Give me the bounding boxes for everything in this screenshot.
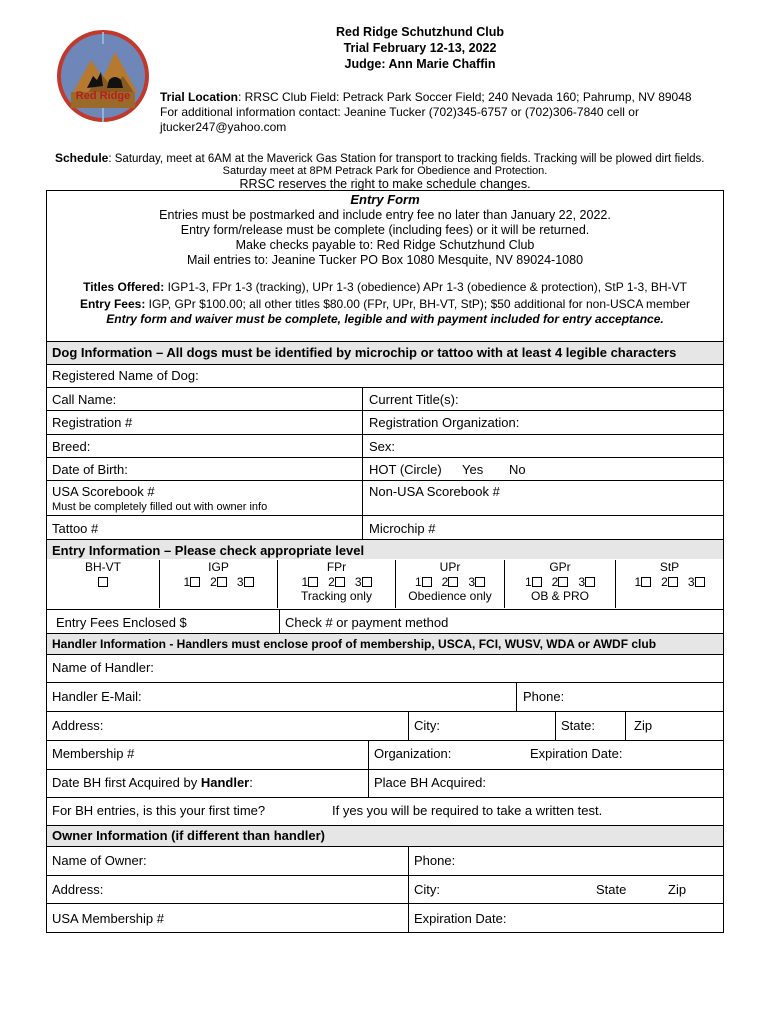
handler-zip-field[interactable]: Zip [634, 718, 653, 733]
handler-expiration-field[interactable]: Expiration Date: [530, 746, 623, 761]
owner-usa-membership-field[interactable]: USA Membership # [52, 911, 164, 926]
checkbox-igp-3[interactable] [244, 577, 254, 587]
owner-zip-field[interactable]: Zip [668, 882, 687, 897]
hot-no-option[interactable]: No [509, 462, 526, 477]
bh-place-field[interactable]: Place BH Acquired: [374, 775, 487, 790]
owner-state-field[interactable]: State [596, 882, 627, 897]
judge-name: Judge: Ann Marie Chaffin [344, 57, 496, 71]
level-name: StP [659, 560, 680, 574]
call-name-field[interactable]: Call Name: [52, 392, 117, 407]
tattoo-field[interactable]: Tattoo # [52, 521, 99, 536]
level-name: FPr [326, 560, 347, 574]
handler-organization-field[interactable]: Organization: [374, 746, 452, 761]
level-name: UPr [439, 560, 461, 574]
checkbox-igp-1[interactable] [190, 577, 200, 587]
handler-email-field[interactable]: Handler E-Mail: [52, 689, 142, 704]
level-fpr: FPr 1 2 3 Tracking only [278, 560, 395, 603]
usa-scorebook-field[interactable]: USA Scorebook # [52, 484, 155, 499]
checkbox-fpr-3[interactable] [362, 577, 372, 587]
dog-info-header: Dog Information – All dogs must be identified by microchip or tattoo with at least 4 legible characters [52, 345, 677, 360]
entry-form-title: Entry Form [350, 192, 420, 207]
schedule-line: Schedule: Saturday, meet at 6AM at the Maverick Gas Station for transport to tracking fields. Tracking will be plowed dirt fields. [55, 151, 705, 165]
logo-text: Red Ridge [75, 90, 131, 102]
checkbox-upr-2[interactable] [448, 577, 458, 587]
contact-line: For additional information contact: Jeanine Tucker (702)345-6757 or (702)306-7840 cell or [160, 105, 639, 119]
registration-org-field[interactable]: Registration Organization: [369, 415, 520, 430]
bh-written-test-note: If yes you will be required to take a written test. [332, 803, 603, 818]
level-gpr: GPr 1 2 3 OB & PRO [505, 560, 615, 603]
microchip-field[interactable]: Microchip # [369, 521, 436, 536]
scorebook-note: Must be completely filled out with owner info [52, 501, 268, 513]
owner-info-header: Owner Information (if different than handler) [52, 828, 325, 843]
checkbox-gpr-2[interactable] [558, 577, 568, 587]
level-igp: IGP 1 2 3 [160, 560, 277, 589]
checkbox-fpr-2[interactable] [335, 577, 345, 587]
breed-field[interactable]: Breed: [52, 439, 91, 454]
entry-rule-3: Make checks payable to: Red Ridge Schutzhund Club [235, 238, 535, 252]
hot-label: HOT (Circle) [369, 462, 442, 477]
checkbox-igp-2[interactable] [217, 577, 227, 587]
level-sub: Tracking only [301, 589, 372, 603]
checkbox-fpr-1[interactable] [308, 577, 318, 587]
non-usa-scorebook-field[interactable]: Non-USA Scorebook # [369, 484, 500, 499]
level-name: IGP [208, 560, 229, 574]
current-titles-field[interactable]: Current Title(s): [369, 392, 459, 407]
owner-phone-field[interactable]: Phone: [414, 853, 456, 868]
entry-rule-2: Entry form/release must be complete (including fees) or it will be returned. [180, 223, 590, 237]
handler-phone-field[interactable]: Phone: [523, 689, 565, 704]
contact-email: jtucker247@yahoo.com [160, 120, 287, 134]
handler-city-field[interactable]: City: [414, 718, 440, 733]
checkbox-gpr-3[interactable] [585, 577, 595, 587]
schedule-line-2: Saturday meet at 8PM Petrack Park for Obedience and Protection. [222, 165, 548, 177]
hot-yes-option[interactable]: Yes [462, 462, 484, 477]
entry-rule-4: Mail entries to: Jeanine Tucker PO Box 1080 Mesquite, NV 89024-1080 [186, 253, 584, 267]
trial-location: Trial Location: RRSC Club Field: Petrack Park Soccer Field; 240 Nevada 160; Pahrump, NV 89048 [160, 90, 692, 104]
owner-name-field[interactable]: Name of Owner: [52, 853, 147, 868]
checkbox-upr-3[interactable] [475, 577, 485, 587]
dob-field[interactable]: Date of Birth: [52, 462, 128, 477]
registered-name-field[interactable]: Registered Name of Dog: [52, 368, 199, 383]
payment-method-field[interactable]: Check # or payment method [285, 615, 449, 630]
club-name: Red Ridge Schutzhund Club [335, 25, 505, 39]
registration-number-field[interactable]: Registration # [52, 415, 133, 430]
owner-address-field[interactable]: Address: [52, 882, 104, 897]
handler-info-header: Handler Information - Handlers must enclose proof of membership, USCA, FCI, WUSV, WDA or AWDF club [52, 637, 657, 651]
checkbox-stp-2[interactable] [668, 577, 678, 587]
checkbox-stp-1[interactable] [641, 577, 651, 587]
level-bhvt [47, 560, 159, 589]
sex-field[interactable]: Sex: [369, 439, 396, 454]
handler-name-field[interactable]: Name of Handler: [52, 660, 154, 675]
schedule-note: RRSC reserves the right to make schedule changes. [239, 177, 531, 191]
checkbox-bhvt[interactable] [98, 577, 108, 587]
handler-state-field[interactable]: State: [561, 718, 595, 733]
handler-address-field[interactable]: Address: [52, 718, 104, 733]
level-sub: Obedience only [408, 589, 492, 603]
waiver-note: Entry form and waiver must be complete, legible and with payment included for entry acceptance. [106, 312, 664, 326]
checkbox-gpr-1[interactable] [532, 577, 542, 587]
entry-fees: Entry Fees: IGP, GPr $100.00; all other titles $80.00 (FPr, UPr, BH-VT, StP); $50 additional for non-USCA member [79, 297, 691, 311]
owner-city-field[interactable]: City: [414, 882, 440, 897]
trial-dates: Trial February 12-13, 2022 [343, 41, 497, 55]
checkbox-upr-1[interactable] [422, 577, 432, 587]
bh-first-time-question[interactable]: For BH entries, is this your first time? [52, 803, 266, 818]
entry-fees-enclosed-field[interactable]: Entry Fees Enclosed $ [56, 615, 187, 630]
level-stp: StP 1 2 3 [616, 560, 723, 589]
titles-offered: Titles Offered: IGP1-3, FPr 1-3 (tracking), UPr 1-3 (obedience) APr 1-3 (obedience & protection), StP 1-3, BH-VT [83, 280, 687, 294]
owner-expiration-field[interactable]: Expiration Date: [414, 911, 507, 926]
level-name: GPr [549, 560, 571, 574]
level-name: BH-VT [85, 560, 121, 574]
level-upr: UPr 1 2 3 Obedience only [396, 560, 504, 603]
handler-membership-field[interactable]: Membership # [52, 746, 135, 761]
bh-date-field[interactable]: Date BH first Acquired by Handler: [52, 775, 253, 790]
checkbox-stp-3[interactable] [695, 577, 705, 587]
entry-info-header: Entry Information – Please check appropriate level [52, 543, 365, 558]
entry-rule-1: Entries must be postmarked and include entry fee no later than January 22, 2022. [159, 208, 611, 222]
level-sub: OB & PRO [530, 589, 589, 603]
